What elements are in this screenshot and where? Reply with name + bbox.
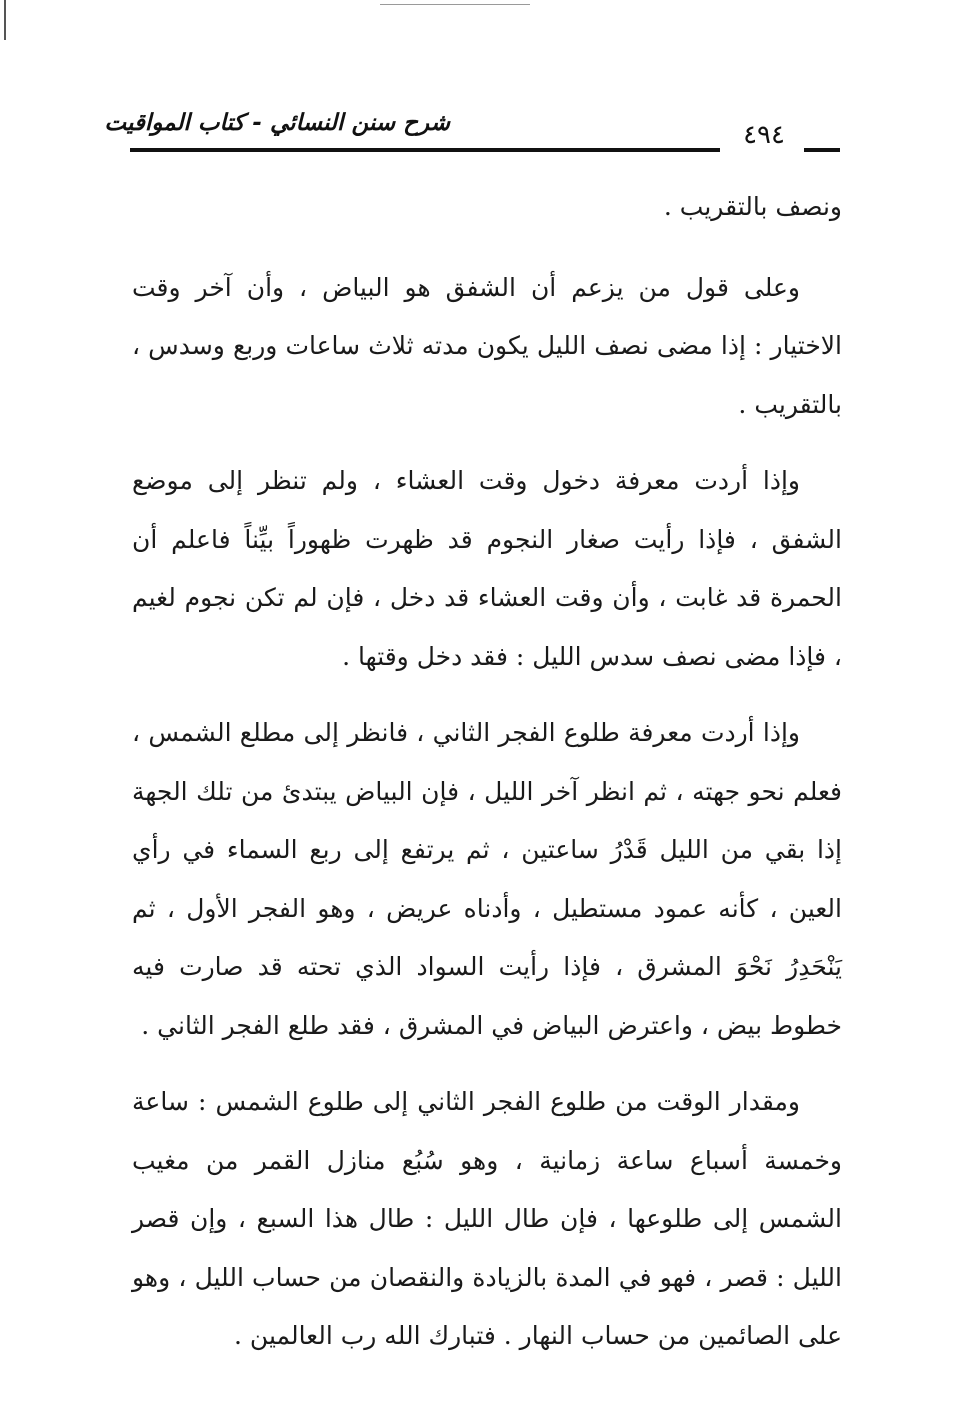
paragraph: وإذا أردت معرفة دخول وقت العشاء ، ولم تنظر إلى موضع الشفق ، فإذا رأيت صغار النجوم قد ظهرت ظهوراً بيِّناً فاعلم أن الحمرة قد غابت ، وأن وقت العشاء قد دخل ، فإن لم تكن نجوم لغيم ، فإذا مضى نصف سدس الليل : فقد دخل وقتها . — [132, 466, 842, 671]
paragraph: وعلى قول من يزعم أن الشفق هو البياض ، وأن آخر وقت الاختيار : إذا مضى نصف الليل يكون مدته ثلاث ساعات وربع وسدس ، بالتقريب . — [132, 272, 842, 419]
running-title: شرح سنن النسائي - كتاب المواقيت — [104, 110, 450, 136]
paragraph-continuation: ونصف بالتقريب . — [663, 192, 842, 221]
scan-artifact-line — [380, 4, 530, 5]
page-header — [104, 100, 840, 160]
paragraph: ومقدار الوقت من طلوع الفجر الثاني إلى طلوع الشمس : ساعة وخمسة أسباع ساعة زمانية ، وهو سُبُع منازل القمر من مغيب الشمس إلى طلوعها ، فإن طال الليل : طال هذا السبع ، وإن قصر الليل : قصر ، فهو في المدة بالزيادة والنقصان من حساب الليل ، وهو على الصائمين من حساب النهار . فتبارك الله رب العالمين . — [132, 1087, 842, 1350]
header-rule-short — [804, 148, 840, 152]
page-number: ٤٩٤ — [743, 120, 785, 150]
paragraph: وإذا أردت معرفة طلوع الفجر الثاني ، فانظر إلى مطلع الشمس ، فعلم نحو جهته ، ثم انظر آخر الليل ، فإن البياض يبتدئ من تلك الجهة إذا بقي من الليل قَدْرُ ساعتين ، ثم يرتفع إلى ربع السماء في رأي العين ، كأنه عمود مستطيل ، وأدناه عريض ، وهو الفجر الأول ، ثم يَنْحَدِرُ نَحْوَ المشرق ، فإذا رأيت السواد الذي تحته قد صارت فيه خطوط بيض ، واعترض البياض في المشرق ، فقد طلع الفجر الثاني . — [132, 718, 842, 1040]
page-body — [132, 178, 842, 1384]
header-rule — [130, 148, 720, 152]
scan-artifact-edge — [4, 0, 6, 40]
